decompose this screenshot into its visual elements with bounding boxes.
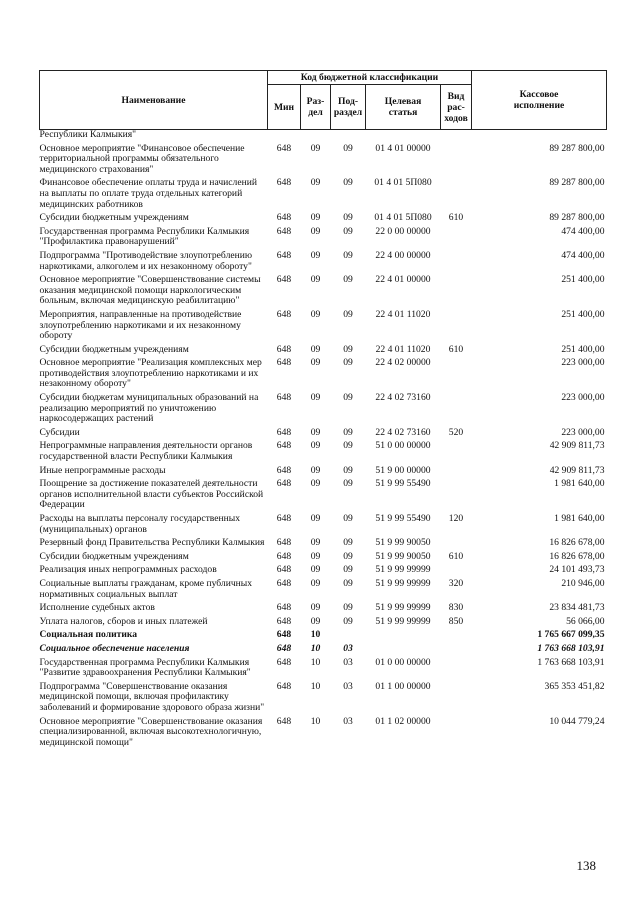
table-row xyxy=(40,630,607,644)
row-name: Социальное обеспечение населения xyxy=(39,642,190,654)
row-min: 648 xyxy=(276,564,292,576)
row-min: 648 xyxy=(276,440,292,452)
row-min: 648 xyxy=(276,715,292,727)
table-row xyxy=(40,358,607,393)
row-podrazdel xyxy=(331,130,366,144)
table-row xyxy=(40,682,607,717)
row-podrazdel: 03 xyxy=(343,715,353,727)
row-vid xyxy=(441,682,472,717)
row-vid xyxy=(441,630,472,644)
table-header xyxy=(40,71,607,130)
row-amount: 223 000,00 xyxy=(561,392,605,404)
row-name: Финансовое обеспечение оплаты труда и начислений на выплаты по оплате труда отдельных категорий медицинских работников xyxy=(39,177,257,210)
row-min: 648 xyxy=(276,577,292,589)
row-podrazdel: 09 xyxy=(343,142,353,154)
row-name: Иные непрограммные расходы xyxy=(39,464,166,476)
row-podrazdel: 09 xyxy=(343,343,353,355)
row-razdel: 10 xyxy=(310,715,321,727)
row-name: Реализация иных непрограммных расходов xyxy=(39,564,217,576)
row-podrazdel: 09 xyxy=(343,478,353,490)
row-amount: 365 353 451,82 xyxy=(544,680,605,692)
row-vid: 610 xyxy=(448,550,464,562)
row-celevaya: 22 4 02 73160 xyxy=(375,426,431,438)
row-podrazdel: 09 xyxy=(343,464,353,476)
row-podrazdel: 09 xyxy=(343,212,353,224)
row-min: 648 xyxy=(276,274,292,286)
row-min: 648 xyxy=(276,343,292,355)
row-vid xyxy=(441,538,472,552)
row-vid xyxy=(441,310,472,345)
row-podrazdel: 03 xyxy=(343,656,353,668)
row-podrazdel: 09 xyxy=(343,392,353,404)
row-razdel: 09 xyxy=(310,550,321,562)
row-razdel: 09 xyxy=(310,212,321,224)
row-razdel: 09 xyxy=(310,177,321,189)
table-row xyxy=(40,658,607,682)
row-celevaya: 01 1 00 00000 xyxy=(375,680,431,692)
row-amount: 474 400,00 xyxy=(561,225,605,237)
row-vid xyxy=(441,251,472,275)
row-min: 648 xyxy=(276,513,292,524)
row-amount: 89 287 800,00 xyxy=(549,177,605,189)
row-podrazdel: 09 xyxy=(343,274,353,286)
table-row xyxy=(40,479,607,514)
row-podrazdel: 03 xyxy=(343,680,353,692)
row-amount: 251 400,00 xyxy=(561,343,605,355)
header-name: Наименование xyxy=(40,71,268,130)
row-vid xyxy=(441,466,472,480)
row-razdel: 10 xyxy=(310,680,321,692)
row-razdel: 09 xyxy=(310,426,321,438)
row-razdel: 10 xyxy=(310,642,321,654)
row-podrazdel: 09 xyxy=(343,308,353,320)
row-vid xyxy=(441,144,472,179)
row-name: Расходы на выплаты персоналу государственных (муниципальных) органов xyxy=(39,513,241,535)
row-amount: 1 981 640,00 xyxy=(554,513,605,524)
table-row xyxy=(40,213,607,227)
row-vid: 320 xyxy=(448,577,464,589)
row-celevaya: 01 0 00 00000 xyxy=(375,656,431,668)
table-row xyxy=(40,310,607,345)
row-razdel: 09 xyxy=(310,615,321,627)
header-min: Мин xyxy=(268,85,301,130)
row-min: 648 xyxy=(276,357,292,369)
header-vid: Вид рас- ходов xyxy=(441,85,472,130)
row-podrazdel: 03 xyxy=(343,642,353,654)
row-podrazdel: 09 xyxy=(343,564,353,576)
row-razdel: 09 xyxy=(310,478,321,490)
row-celevaya: 01 4 01 5П080 xyxy=(374,212,432,224)
row-razdel: 09 xyxy=(310,357,321,369)
row-vid xyxy=(441,358,472,393)
row-amount: 42 909 811,73 xyxy=(549,464,605,476)
row-amount: 210 946,00 xyxy=(561,577,605,589)
row-min: 648 xyxy=(276,629,292,641)
row-razdel: 09 xyxy=(310,577,321,589)
row-razdel: 09 xyxy=(310,464,321,476)
row-min: 648 xyxy=(276,308,292,320)
row-amount: 1 981 640,00 xyxy=(554,478,605,490)
row-name: Уплата налогов, сборов и иных платежей xyxy=(39,615,208,627)
row-podrazdel: 09 xyxy=(343,177,353,189)
row-vid: 830 xyxy=(448,602,464,614)
table-row xyxy=(40,130,607,144)
row-name: Непрограммные направления деятельности органов государственной власти Республики Калмыкия xyxy=(39,440,253,463)
row-celevaya xyxy=(366,644,441,658)
row-vid xyxy=(441,658,472,682)
row-celevaya: 51 9 99 99999 xyxy=(375,602,431,614)
row-min: 648 xyxy=(276,212,292,224)
row-vid: 610 xyxy=(448,212,464,224)
row-name: Субсидии бюджетам муниципальных образований на реализацию мероприятий по уничтожению наркосодержащих растений xyxy=(39,392,259,425)
table-row xyxy=(40,579,607,603)
row-vid: 610 xyxy=(448,343,464,355)
row-podrazdel: 09 xyxy=(343,426,353,438)
row-celevaya xyxy=(366,130,441,144)
table-body xyxy=(40,130,607,752)
row-celevaya: 51 9 00 00000 xyxy=(375,464,431,476)
row-razdel: 09 xyxy=(310,225,321,237)
row-min: 648 xyxy=(276,392,292,404)
row-amount: 223 000,00 xyxy=(561,426,605,438)
table-row xyxy=(40,466,607,480)
row-celevaya: 22 4 01 00000 xyxy=(375,274,431,286)
row-celevaya: 51 9 99 55490 xyxy=(375,478,431,490)
row-razdel: 10 xyxy=(310,629,321,641)
row-amount: 56 066,00 xyxy=(566,615,605,627)
row-name: Подпрограмма "Совершенствование оказания медицинской помощи, включая профилактику заболеваний и формирование здорового образа жизни" xyxy=(39,680,265,713)
row-razdel: 09 xyxy=(310,564,321,576)
table-row xyxy=(40,538,607,552)
row-podrazdel: 09 xyxy=(343,249,353,261)
row-vid xyxy=(441,441,472,465)
table-row xyxy=(40,144,607,179)
row-amount: 42 909 811,73 xyxy=(549,440,605,452)
row-podrazdel: 09 xyxy=(343,615,353,627)
table-row xyxy=(40,393,607,428)
row-celevaya: 22 4 02 73160 xyxy=(375,392,431,404)
row-min: 648 xyxy=(276,426,292,438)
row-podrazdel: 09 xyxy=(343,225,353,237)
row-vid xyxy=(441,130,472,144)
row-podrazdel: 09 xyxy=(343,357,353,369)
row-name: Субсидии бюджетным учреждениям xyxy=(39,343,189,355)
row-amount: 474 400,00 xyxy=(561,249,605,261)
row-name: Субсидии бюджетным учреждениям xyxy=(39,550,189,562)
row-amount xyxy=(472,130,607,144)
table-row xyxy=(40,275,607,310)
table-row xyxy=(40,441,607,465)
row-razdel: 09 xyxy=(310,142,321,154)
row-celevaya: 51 9 99 90050 xyxy=(375,537,431,549)
budget-sheet xyxy=(39,70,606,751)
row-celevaya: 51 9 99 90050 xyxy=(375,550,431,562)
row-min: 648 xyxy=(276,642,292,654)
row-min: 648 xyxy=(276,478,292,490)
row-amount: 89 287 800,00 xyxy=(549,142,605,154)
row-name: Подпрограмма "Противодействие злоупотреблению наркотиками, алкоголем и их незаконному обороту" xyxy=(39,249,253,272)
row-razdel: 09 xyxy=(310,308,321,320)
row-name: Исполнение судебных актов xyxy=(39,602,155,614)
row-amount: 1 763 668 103,91 xyxy=(537,642,605,654)
row-min: 648 xyxy=(276,680,292,692)
row-razdel: 09 xyxy=(310,513,321,524)
row-celevaya: 01 4 01 5П080 xyxy=(374,177,432,189)
header-code-group: Код бюджетной классификации xyxy=(268,71,472,85)
row-celevaya: 22 0 00 00000 xyxy=(375,225,431,237)
row-vid xyxy=(441,479,472,514)
row-podrazdel xyxy=(331,630,366,644)
row-celevaya xyxy=(366,630,441,644)
row-name: Субсидии бюджетным учреждениям xyxy=(39,212,189,224)
row-min: 648 xyxy=(276,550,292,562)
row-amount: 89 287 800,00 xyxy=(549,212,605,224)
row-podrazdel: 09 xyxy=(343,513,353,524)
row-celevaya: 01 1 02 00000 xyxy=(375,715,431,727)
table-row xyxy=(40,717,607,752)
row-razdel: 09 xyxy=(310,392,321,404)
row-name: Мероприятия, направленные на противодействие злоупотреблению наркотиками и их незаконному обороту xyxy=(39,308,242,342)
row-vid: 120 xyxy=(448,513,464,524)
row-min: 648 xyxy=(276,656,292,668)
row-amount: 24 101 493,73 xyxy=(549,564,605,576)
row-celevaya: 22 4 01 11020 xyxy=(375,308,431,320)
table-row xyxy=(40,603,607,617)
row-celevaya: 22 4 02 00000 xyxy=(375,357,431,369)
row-podrazdel: 09 xyxy=(343,577,353,589)
row-celevaya: 22 4 01 11020 xyxy=(375,343,431,355)
row-vid xyxy=(441,717,472,752)
header-podrazdel: Под- раздел xyxy=(331,85,366,130)
table-row xyxy=(40,251,607,275)
row-amount: 251 400,00 xyxy=(561,308,605,320)
header-razdel: Раз- дел xyxy=(301,85,331,130)
row-razdel xyxy=(301,130,331,144)
row-name: Субсидии xyxy=(39,426,80,438)
row-vid xyxy=(441,644,472,658)
table-row xyxy=(40,552,607,566)
budget-table xyxy=(39,70,607,751)
table-row xyxy=(40,644,607,658)
row-name: Республики Калмыкия" xyxy=(39,129,137,140)
row-podrazdel: 09 xyxy=(343,550,353,562)
row-celevaya: 51 9 99 99999 xyxy=(375,615,431,627)
row-name: Социальные выплаты гражданам, кроме публичных нормативных социальных выплат xyxy=(39,577,253,600)
row-amount: 16 826 678,00 xyxy=(549,537,605,549)
row-vid xyxy=(441,227,472,251)
row-min: 648 xyxy=(276,177,292,189)
row-amount: 10 044 779,24 xyxy=(549,715,605,727)
row-vid: 850 xyxy=(448,615,464,627)
row-min: 648 xyxy=(276,615,292,627)
row-name: Государственная программа Республики Калмыкия "Развитие здравоохранения Республики Калмыкия" xyxy=(39,656,251,679)
header-amount: Кассовое исполнение xyxy=(472,71,607,130)
row-amount: 1 763 668 103,91 xyxy=(537,656,605,668)
row-celevaya: 22 4 00 00000 xyxy=(375,249,431,261)
table-row xyxy=(40,345,607,359)
row-vid xyxy=(441,565,472,579)
row-amount: 1 765 667 099,35 xyxy=(537,629,605,641)
row-name: Основное мероприятие "Финансовое обеспечение территориальной программы обязательного медицинского страхования" xyxy=(39,142,245,175)
row-name: Основное мероприятие "Совершенствование системы оказания медицинской помощи наркологическим больным, включая медицинскую реабилитацию" xyxy=(39,274,261,307)
row-razdel: 09 xyxy=(310,249,321,261)
row-celevaya: 51 0 00 00000 xyxy=(375,440,431,452)
row-razdel: 09 xyxy=(310,537,321,549)
header-celevaya: Целевая статья xyxy=(366,85,441,130)
row-min: 648 xyxy=(276,249,292,261)
row-min: 648 xyxy=(276,142,292,154)
row-amount: 16 826 678,00 xyxy=(549,550,605,562)
page-number: 138 xyxy=(576,858,596,873)
row-min: 648 xyxy=(276,225,292,237)
row-name: Социальная политика xyxy=(39,629,138,641)
row-celevaya: 01 4 01 00000 xyxy=(375,142,431,154)
row-razdel: 09 xyxy=(310,440,321,452)
row-min: 648 xyxy=(276,537,292,549)
row-min: 648 xyxy=(276,464,292,476)
row-name: Основное мероприятие "Реализация комплексных мер противодействия злоупотреблению наркотиками и их незаконному обороту" xyxy=(39,357,262,390)
table-row xyxy=(40,178,607,213)
row-vid: 520 xyxy=(448,426,464,438)
row-amount: 23 834 481,73 xyxy=(549,602,605,614)
row-min: 648 xyxy=(276,602,292,614)
table-row xyxy=(40,514,607,538)
row-podrazdel: 09 xyxy=(343,537,353,549)
row-amount: 251 400,00 xyxy=(561,274,605,286)
row-celevaya: 51 9 99 99999 xyxy=(375,564,431,576)
row-podrazdel: 09 xyxy=(343,602,353,614)
table-row xyxy=(40,565,607,579)
row-razdel: 09 xyxy=(310,274,321,286)
row-vid xyxy=(441,275,472,310)
row-razdel: 09 xyxy=(310,602,321,614)
row-celevaya: 51 9 99 55490 xyxy=(375,513,431,524)
row-podrazdel: 09 xyxy=(343,440,353,452)
row-celevaya: 51 9 99 99999 xyxy=(375,577,431,589)
row-name: Государственная программа Республики Калмыкия "Профилактика правонарушений" xyxy=(39,225,250,248)
table-row xyxy=(40,617,607,631)
table-row xyxy=(40,227,607,251)
row-razdel: 10 xyxy=(310,656,321,668)
row-vid xyxy=(441,393,472,428)
row-amount: 223 000,00 xyxy=(561,357,605,369)
row-vid xyxy=(441,178,472,213)
row-name: Поощрение за достижение показателей деятельности органов исполнительной власти субъектов Российской Федерации xyxy=(39,478,264,511)
table-row xyxy=(40,428,607,442)
row-razdel: 09 xyxy=(310,343,321,355)
row-name: Основное мероприятие "Совершенствование оказания специализированной, включая высокотехнологичную, медицинской помощи" xyxy=(39,715,263,748)
row-min xyxy=(268,130,301,144)
row-name: Резервный фонд Правительства Республики Калмыкия xyxy=(39,537,265,549)
